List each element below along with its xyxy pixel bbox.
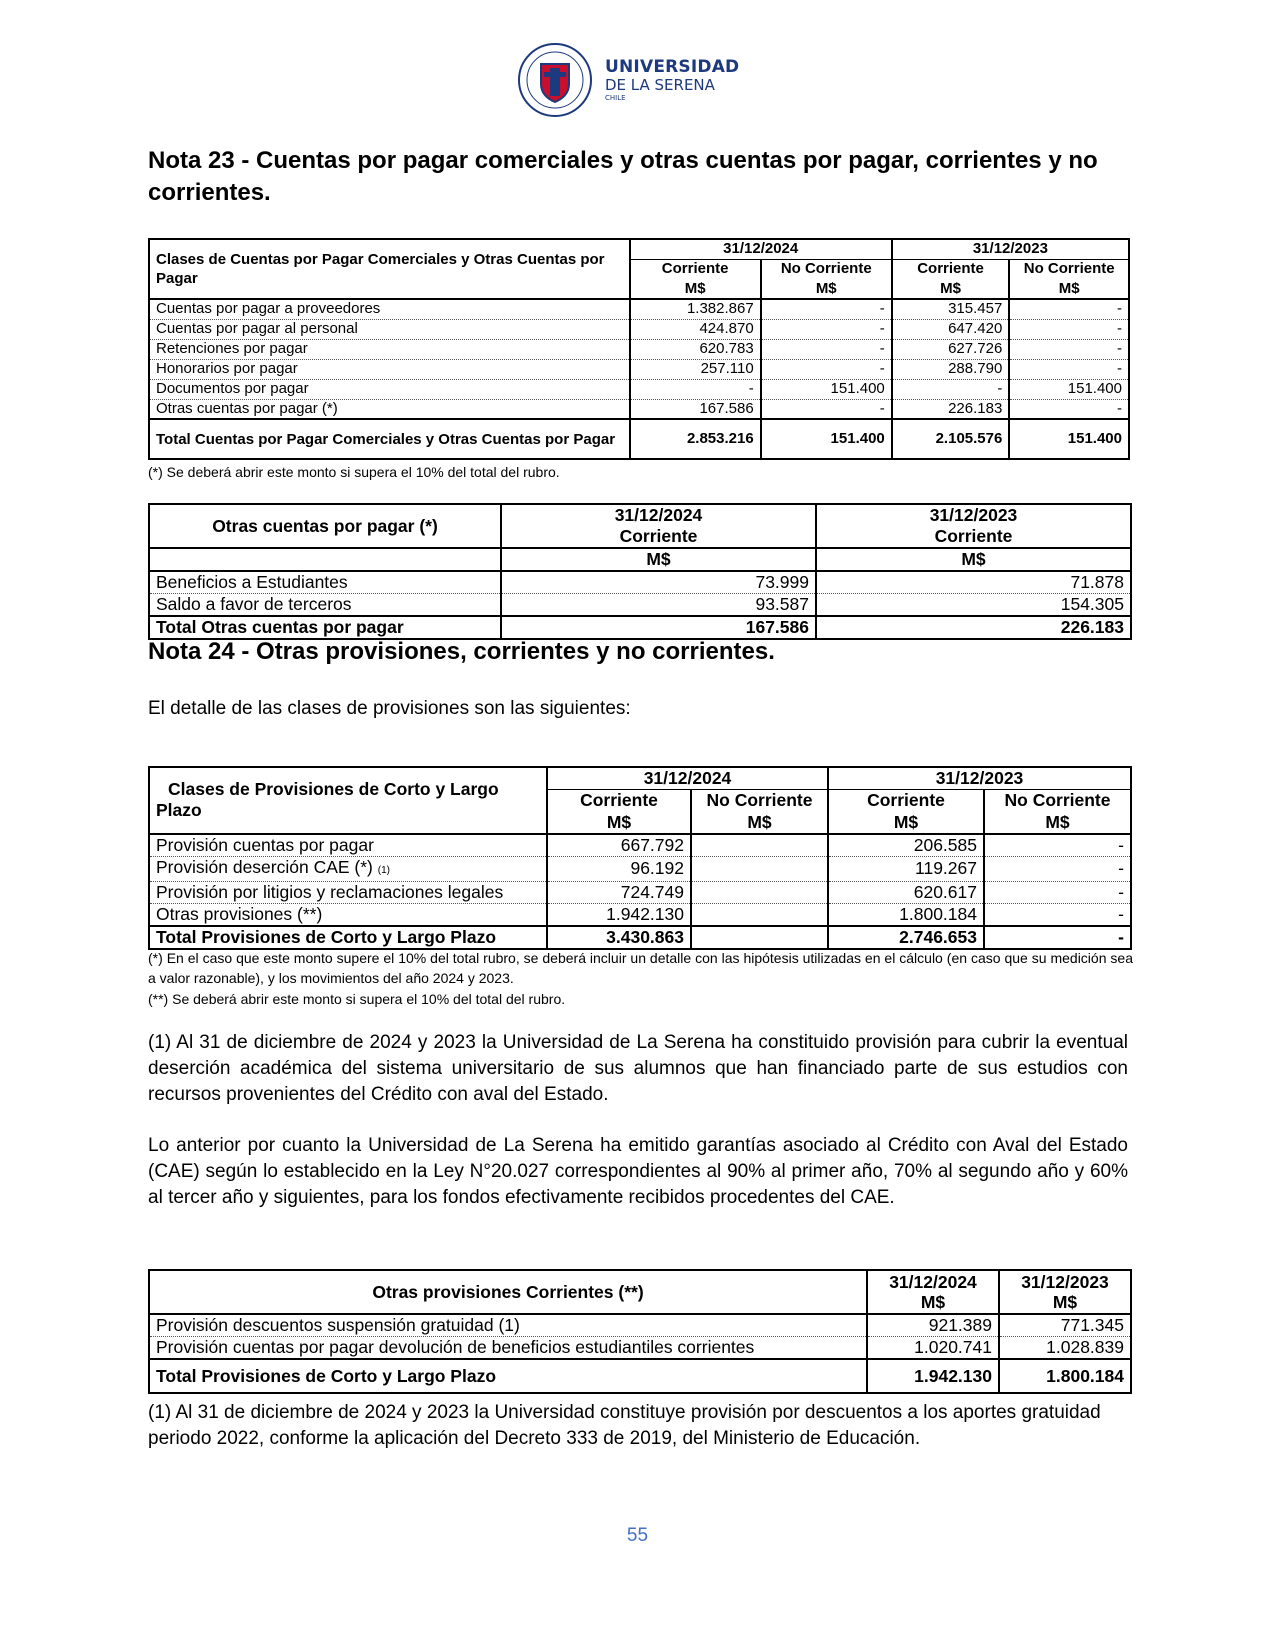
t2-col-corriente-2024: Corriente	[501, 526, 816, 548]
t2-period-2024: 31/12/2024	[501, 504, 816, 526]
row-value: 1.382.867	[630, 299, 761, 319]
logo-line-3: CHILE	[605, 94, 626, 102]
row-value: -	[1009, 339, 1129, 359]
row-value: 96.192	[547, 856, 691, 881]
t4-unit: M$	[1052, 1292, 1078, 1312]
total-value: 226.183	[816, 616, 1131, 639]
row-value: 771.345	[999, 1314, 1131, 1337]
row-label-cell	[149, 856, 547, 881]
row-value: 620.617	[828, 881, 984, 903]
t1-col-no-corriente-2023: No Corriente	[1009, 259, 1129, 279]
table-row	[149, 339, 1129, 359]
t3-col-corriente-2024: Corriente	[547, 790, 691, 812]
total-value: 1.942.130	[867, 1359, 999, 1393]
row-label: Retenciones por pagar	[149, 339, 630, 359]
page-number: 55	[626, 1525, 649, 1546]
t4-header-label: Otras provisiones Corrientes (**)	[149, 1270, 867, 1314]
row-value: 257.110	[630, 359, 761, 379]
total-value: -	[984, 926, 1131, 949]
t2-header-label: Otras cuentas por pagar (*)	[149, 504, 501, 548]
total-label: Total Otras cuentas por pagar	[149, 616, 501, 639]
row-value: -	[761, 299, 892, 319]
cuentas-por-pagar-table	[148, 238, 1130, 460]
row-value: 288.790	[892, 359, 1010, 379]
t1-unit: M$	[630, 279, 761, 299]
nota24-paragraph-2: Lo anterior por cuanto la Universidad de La Serena ha emitido garantías asociado al Crédito con Aval del Estado (CAE) según lo establecido en la Ley N°20.027 correspondientes al 90% al primer año, 70% al segundo año y 60% al tercer año y siguientes, para los fondos efectivamente recibidos procedentes del CAE.	[148, 1135, 1128, 1208]
table-row	[149, 594, 1131, 617]
row-label: Beneficios a Estudiantes	[149, 571, 501, 594]
table-row	[149, 903, 1131, 926]
row-value: -	[1009, 299, 1129, 319]
row-value: 1.800.184	[828, 903, 984, 926]
row-value: -	[630, 379, 761, 399]
t4-period-2024: 31/12/2024	[889, 1272, 977, 1292]
total-row	[149, 1359, 1131, 1393]
row-label: Provisión por litigios y reclamaciones legales	[149, 881, 547, 903]
row-value: 73.999	[501, 571, 816, 594]
t3-header-label	[149, 767, 547, 834]
row-label: Cuentas por pagar al personal	[149, 319, 630, 339]
table-row	[149, 399, 1129, 419]
row-value: 667.792	[547, 834, 691, 857]
nota23-title: Nota 23 - Cuentas por pagar comerciales y otras cuentas por pagar, corrientes y no corrientes.	[148, 147, 1098, 206]
row-value: 226.183	[892, 399, 1010, 419]
logo-line-1: UNIVERSIDAD	[605, 57, 740, 77]
row-value: 206.585	[828, 834, 984, 857]
row-label: Honorarios por pagar	[149, 359, 630, 379]
row-value: 315.457	[892, 299, 1010, 319]
row-label: Otras cuentas por pagar (*)	[149, 399, 630, 419]
total-value: 151.400	[761, 419, 892, 459]
t1-period-2024: 31/12/2024	[630, 239, 892, 259]
row-value: 71.878	[816, 571, 1131, 594]
t2-col-corriente-2023: Corriente	[816, 526, 1131, 548]
t1-col-corriente-2024: Corriente	[630, 259, 761, 279]
total-row	[149, 926, 1131, 949]
nota24-intro: El detalle de las clases de provisiones son las siguientes:	[148, 698, 631, 719]
row-value: 1.028.839	[999, 1337, 1131, 1360]
row-value: -	[984, 881, 1131, 903]
row-value: 627.726	[892, 339, 1010, 359]
total-value: 1.800.184	[999, 1359, 1131, 1393]
otras-provisiones-corrientes-table	[148, 1269, 1132, 1394]
total-row	[149, 419, 1129, 459]
total-value: 2.746.653	[828, 926, 984, 949]
table-row	[149, 299, 1129, 319]
total-label: Total Provisiones de Corto y Largo Plazo	[149, 926, 547, 949]
t4-unit: M$	[920, 1292, 946, 1312]
row-label: Provisión cuentas por pagar	[149, 834, 547, 857]
total-value: 167.586	[501, 616, 816, 639]
t1-header-label: Clases de Cuentas por Pagar Comerciales y Otras Cuentas por Pagar	[149, 239, 630, 299]
total-value: 2.853.216	[630, 419, 761, 459]
table-row	[149, 319, 1129, 339]
t4-period-2023: 31/12/2023	[1021, 1272, 1109, 1292]
t1-period-2023: 31/12/2023	[892, 239, 1129, 259]
table-row	[149, 1337, 1131, 1360]
t3-footnote-2: (**) Se deberá abrir este monto si supera el 10% del total del rubro.	[148, 991, 566, 1007]
row-label: Saldo a favor de terceros	[149, 594, 501, 617]
table-row	[149, 379, 1129, 399]
row-value: -	[984, 903, 1131, 926]
row-label: Cuentas por pagar a proveedores	[149, 299, 630, 319]
t3-footnote-1: (*) En el caso que este monto supere el 10% del total rubro, se deberá incluir un detalle con las hipótesis utilizadas en el cálculo (en caso que su medición sea a valor razonable), y los movimientos del año 2024 y 2023.	[148, 950, 1133, 986]
t3-col-no-corriente-2023: No Corriente	[984, 790, 1131, 812]
t3-period-2024: 31/12/2024	[547, 767, 828, 790]
row-value: -	[892, 379, 1010, 399]
total-value: 3.430.863	[547, 926, 691, 949]
table-row	[149, 359, 1129, 379]
t1-unit: M$	[761, 279, 892, 299]
row-value: -	[761, 359, 892, 379]
row-label: Documentos por pagar	[149, 379, 630, 399]
t3-unit: M$	[547, 812, 691, 834]
row-value: 921.389	[867, 1314, 999, 1337]
total-label: Total Cuentas por Pagar Comerciales y Otras Cuentas por Pagar	[149, 419, 630, 459]
row-value: 93.587	[501, 594, 816, 617]
row-label-superscript: (1)	[377, 864, 390, 876]
row-value: 119.267	[828, 856, 984, 881]
t3-period-2023: 31/12/2023	[828, 767, 1131, 790]
row-value: -	[761, 399, 892, 419]
table-row	[149, 856, 1131, 881]
row-value: 1.942.130	[547, 903, 691, 926]
row-value: 620.783	[630, 339, 761, 359]
t1-unit: M$	[1009, 279, 1129, 299]
row-value	[691, 881, 828, 903]
logo-text	[605, 58, 739, 103]
row-value: -	[1009, 359, 1129, 379]
row-value	[691, 903, 828, 926]
row-value: 151.400	[1009, 379, 1129, 399]
row-value: 154.305	[816, 594, 1131, 617]
t1-col-no-corriente-2024: No Corriente	[761, 259, 892, 279]
logo-line-2: DE LA SERENA	[605, 76, 715, 94]
row-value: 647.420	[892, 319, 1010, 339]
t3-unit: M$	[828, 812, 984, 834]
row-label: Provisión deserción CAE (*)	[156, 856, 373, 877]
nota24-title: Nota 24 - Otras provisiones, corrientes y no corrientes.	[148, 638, 775, 665]
table-row	[149, 834, 1131, 857]
university-seal-icon	[515, 42, 605, 122]
total-value	[691, 926, 828, 949]
t4-period-2023-cell	[999, 1270, 1131, 1314]
row-value: -	[1009, 319, 1129, 339]
row-value: -	[761, 319, 892, 339]
table-row	[149, 881, 1131, 903]
table-row	[149, 1314, 1131, 1337]
t1-unit: M$	[892, 279, 1010, 299]
t3-unit: M$	[984, 812, 1131, 834]
row-value: -	[761, 339, 892, 359]
row-value: -	[1009, 399, 1129, 419]
provisiones-table	[148, 766, 1132, 950]
row-value: -	[984, 856, 1131, 881]
row-value: -	[984, 834, 1131, 857]
otras-cuentas-por-pagar-table	[148, 503, 1132, 640]
row-label: Provisión cuentas por pagar devolución de beneficios estudiantiles corrientes	[149, 1337, 867, 1360]
t4-period-2024-cell	[867, 1270, 999, 1314]
nota24-paragraph-1: (1) Al 31 de diciembre de 2024 y 2023 la Universidad de La Serena ha constituido provisión para cubrir la eventual deserción académica del sistema universitario de sus alumnos que han financiado parte de sus estudios con recursos provenientes del Crédito con aval del Estado.	[148, 1032, 1128, 1105]
row-value: 724.749	[547, 881, 691, 903]
total-label: Total Provisiones de Corto y Largo Plazo	[149, 1359, 867, 1393]
t3-col-no-corriente-2024: No Corriente	[691, 790, 828, 812]
row-label: Otras provisiones (**)	[149, 903, 547, 926]
t2-blank	[149, 548, 501, 571]
t3-col-corriente-2023: Corriente	[828, 790, 984, 812]
t3-header-text: Clases de Provisiones de Corto y Largo Plazo	[156, 779, 499, 821]
row-value	[691, 834, 828, 857]
t1-col-corriente-2023: Corriente	[892, 259, 1010, 279]
t2-period-2023: 31/12/2023	[816, 504, 1131, 526]
t3-unit: M$	[691, 812, 828, 834]
row-value: 1.020.741	[867, 1337, 999, 1360]
total-value: 151.400	[1009, 419, 1129, 459]
t2-unit: M$	[501, 548, 816, 571]
table-row	[149, 571, 1131, 594]
row-label: Provisión descuentos suspensión gratuidad (1)	[149, 1314, 867, 1337]
total-value: 2.105.576	[892, 419, 1010, 459]
row-value: 151.400	[761, 379, 892, 399]
row-value: 167.586	[630, 399, 761, 419]
nota24-paragraph-3: (1) Al 31 de diciembre de 2024 y 2023 la Universidad constituye provisión por descuentos a los aportes gratuidad periodo 2022, conforme la aplicación del Decreto 333 de 2019, del Ministerio de Educación.	[148, 1402, 1101, 1449]
t2-unit: M$	[816, 548, 1131, 571]
row-value: 424.870	[630, 319, 761, 339]
row-value	[691, 856, 828, 881]
t1-footnote: (*) Se deberá abrir este monto si supera el 10% del total del rubro.	[148, 464, 560, 480]
